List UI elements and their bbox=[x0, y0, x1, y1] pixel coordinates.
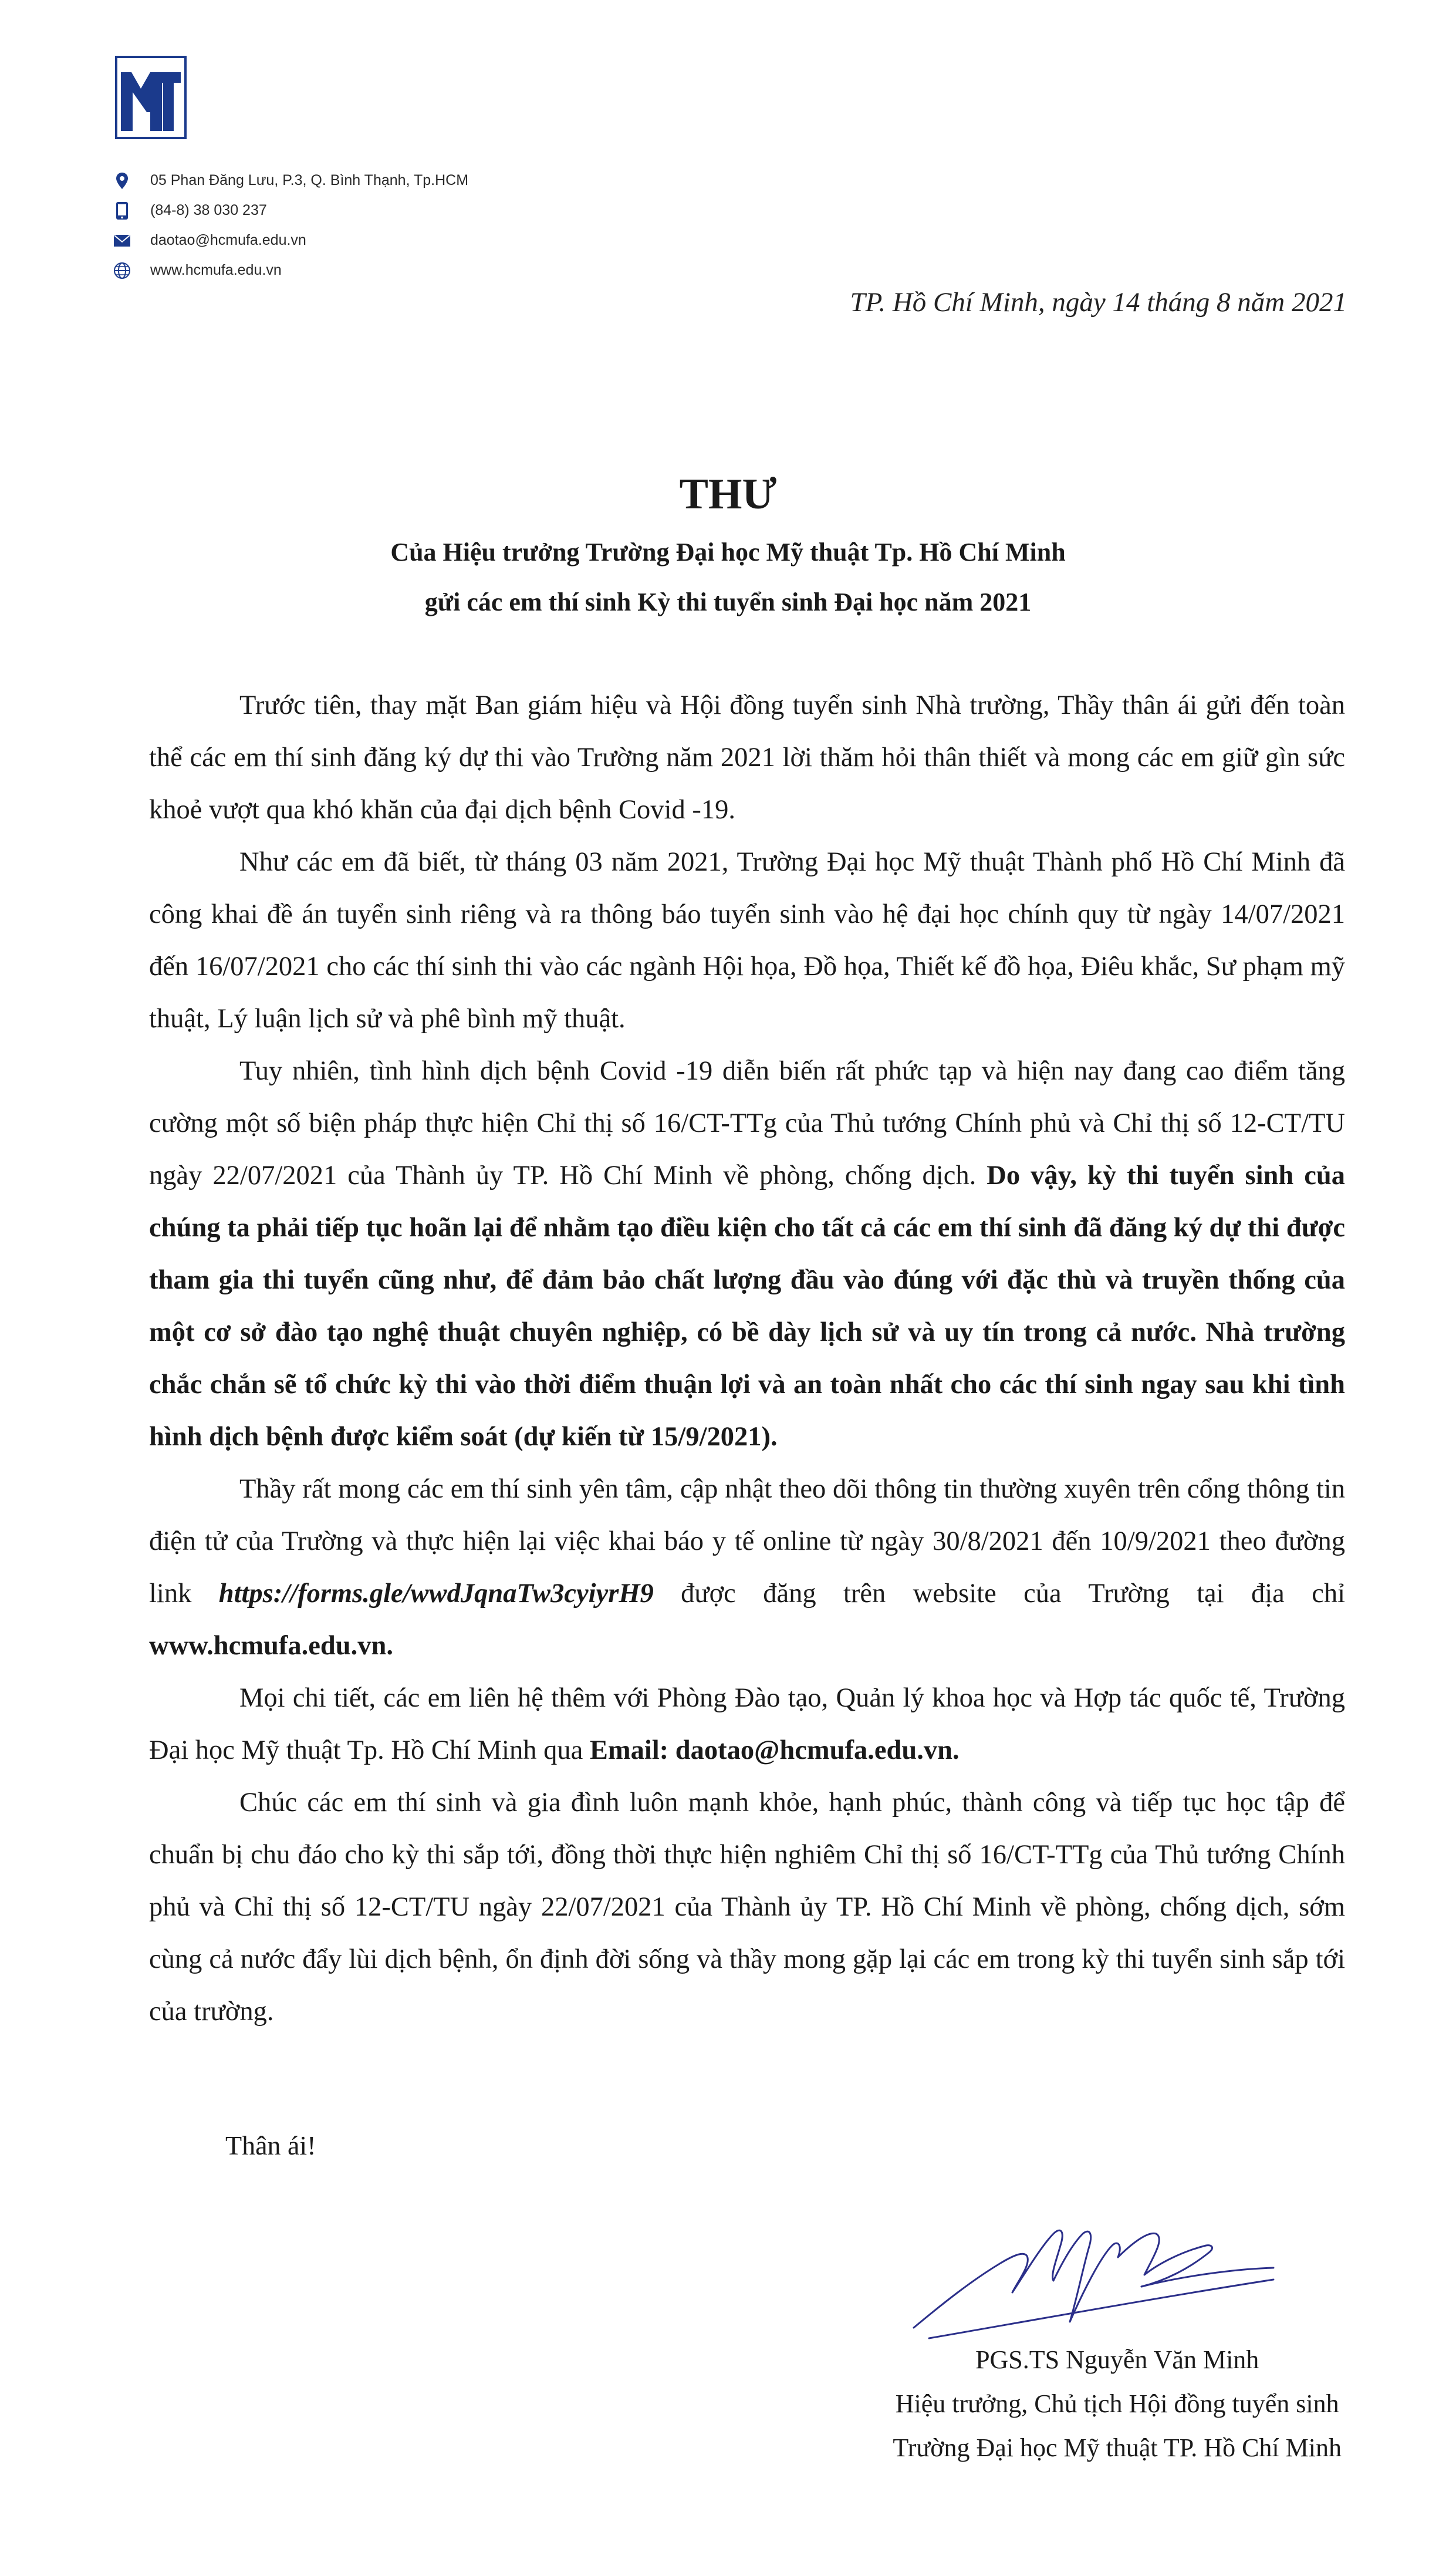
declaration-form-link[interactable]: https://forms.gle/wwdJqnaTw3cyiyrH9 bbox=[218, 1579, 654, 1609]
closing-greeting: Thân ái! bbox=[225, 2130, 316, 2160]
phone-icon bbox=[112, 200, 133, 221]
letter-subtitle-2: gửi các em thí sinh Kỳ thi tuyển sinh Đại học năm 2021 bbox=[424, 588, 1032, 616]
postponement-notice: Do vậy, kỳ thi tuyển sinh của chúng ta phải tiếp tục hoãn lại để nhằm tạo điều kiện cho tất cả các em thí sinh đã đăng ký dự thi được tham gia thi tuyển cũng như, để đảm bảo chất lượng đầu vào đúng với đặc thù và truyền thống của một cơ sở đào tạo nghệ thuật chuyên nghiệp, có bề dày lịch sử và uy tín trong cả nước. Nhà trường chắc chắn sẽ tổ chức kỳ thi vào thời điểm thuận lợi và an toàn nhất cho các thí sinh ngay sau khi tình hình dịch bệnh được kiểm soát (dự kiến từ 15/9/2021). bbox=[149, 1161, 1345, 1452]
email-link[interactable]: daotao@hcmufa.edu.vn bbox=[150, 232, 306, 248]
postponement-context: Tuy nhiên, tình hình dịch bệnh Covid -19 diễn biến rất phức tạp và hiện nay đang cao điểm tăng cường một số biện pháp thực hiện Chỉ thị số 16/CT-TTg của Thủ tướng Chính phủ và Chỉ thị số 12-CT/TU ngày 22/07/2021 của Thành ủy TP. Hồ Chí Minh về phòng, chống dịch. bbox=[149, 1056, 1345, 1191]
signatory-position: Hiệu trưởng, Chủ tịch Hội đồng tuyển sinh bbox=[895, 2389, 1339, 2418]
contact-email[interactable]: Email: daotao@hcmufa.edu.vn. bbox=[589, 1735, 960, 1765]
phone-text: (84-8) 38 030 237 bbox=[150, 202, 267, 218]
signatory-name: PGS.TS Nguyễn Văn Minh bbox=[975, 2345, 1259, 2374]
paragraph-wishes: Chúc các em thí sinh và gia đình luôn mạnh khỏe, hạnh phúc, thành công và tiếp tục học tập để chuẩn bị chu đáo cho kỳ thi sắp tới, đồng thời thực hiện nghiêm Chỉ thị số 16/CT-TTg của Thủ tướng Chính phủ và Chỉ thị số 12-CT/TU ngày 22/07/2021 của Thành ủy TP. Hồ Chí Minh về phòng, chống dịch, sớm cùng cả nước đẩy lùi dịch bệnh, ổn định đời sống và thầy mong gặp lại các em trong kỳ thi tuyển sinh sắp tới của trường. bbox=[149, 1788, 1345, 2027]
declaration-text-2: được đăng trên website của Trường tại địa chỉ bbox=[681, 1579, 1345, 1609]
declaration-text: Thầy rất mong các em thí sinh yên tâm, cập nhật theo dõi thông tin thường xuyên trên cổng thông tin điện tử của Trường và thực hiện lại việc khai báo y tế online từ ngày 30/8/2021 đến 10/9/2021 theo đường link bbox=[149, 1474, 1345, 1609]
handwritten-signature bbox=[907, 2210, 1285, 2345]
email-row bbox=[112, 225, 468, 255]
paragraph-greeting: Trước tiên, thay mặt Ban giám hiệu và Hội đồng tuyển sinh Nhà trường, Thầy thân ái gửi đến toàn thể các em thí sinh đăng ký dự thi vào Trường năm 2021 lời thăm hỏi thân thiết và mong các em giữ gìn sức khoẻ vượt qua khó khăn của đại dịch bệnh Covid -19. bbox=[149, 690, 1345, 825]
letter-body bbox=[149, 679, 1345, 2038]
map-pin-icon bbox=[112, 170, 133, 191]
paragraph-contact bbox=[149, 1672, 1345, 1776]
signatory-organization: Trường Đại học Mỹ thuật TP. Hồ Chí Minh bbox=[893, 2433, 1342, 2462]
paragraph-health-declaration bbox=[149, 1463, 1345, 1672]
website-address[interactable]: www.hcmufa.edu.vn. bbox=[149, 1631, 393, 1661]
letter-title: THƯ bbox=[679, 470, 777, 518]
website-link[interactable]: www.hcmufa.edu.vn bbox=[150, 262, 282, 278]
date-line: TP. Hồ Chí Minh, ngày 14 tháng 8 năm 2021 bbox=[850, 287, 1347, 318]
university-logo bbox=[115, 56, 187, 139]
address-text: 05 Phan Đăng Lưu, P.3, Q. Bình Thạnh, Tp.HCM bbox=[150, 172, 469, 188]
website-row bbox=[112, 255, 468, 285]
address-row bbox=[112, 166, 468, 195]
contact-info bbox=[112, 166, 468, 285]
contact-text: Mọi chi tiết, các em liên hệ thêm với Phòng Đào tạo, Quản lý khoa học và Hợp tác quốc tế, Trường Đại học Mỹ thuật Tp. Hồ Chí Minh qua bbox=[149, 1683, 1345, 1765]
signatory-block bbox=[893, 2338, 1342, 2470]
paragraph-postponement bbox=[149, 1045, 1345, 1463]
paragraph-background: Như các em đã biết, từ tháng 03 năm 2021, Trường Đại học Mỹ thuật Thành phố Hồ Chí Minh đã công khai đề án tuyển sinh riêng và ra thông báo tuyển sinh vào hệ đại học chính quy từ ngày 14/07/2021 đến 16/07/2021 cho các thí sinh thi vào các ngành Hội họa, Đồ họa, Thiết kế đồ họa, Điêu khắc, Sư phạm mỹ thuật, Lý luận lịch sử và phê bình mỹ thuật. bbox=[149, 847, 1345, 1034]
letter-subtitle-1: Của Hiệu trưởng Trường Đại học Mỹ thuật Tp. Hồ Chí Minh bbox=[390, 538, 1066, 567]
mail-icon bbox=[112, 230, 133, 251]
globe-icon bbox=[112, 260, 133, 281]
phone-row bbox=[112, 195, 468, 225]
